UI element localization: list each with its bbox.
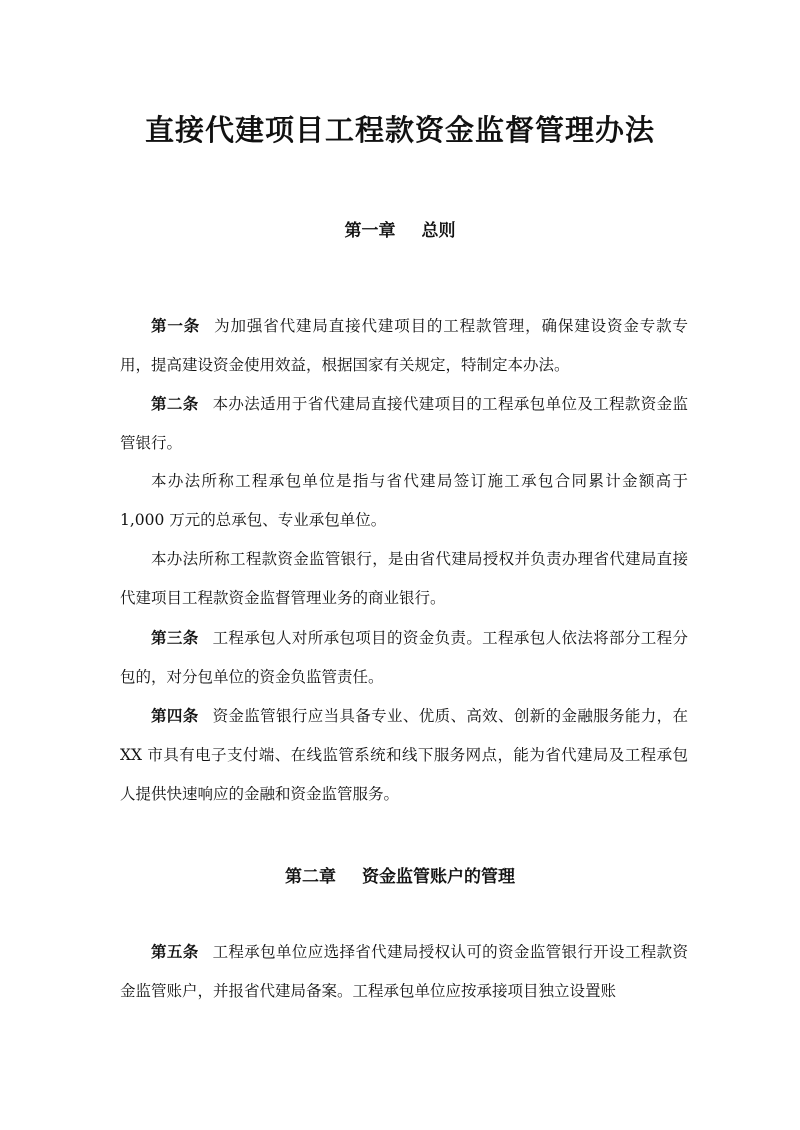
article-paragraph [120, 932, 688, 1011]
article-label: 第一条 [151, 316, 201, 335]
chapter-number: 第一章 [344, 221, 396, 241]
article-text: 为加强省代建局直接代建项目的工程款管理，确保建设资金专款专用，提高建设资金使用效益，根据国家有关规定，特制定本办法。 [120, 317, 688, 374]
document-title: 直接代建项目工程款资金监督管理办法 [144, 113, 655, 147]
article-paragraph [120, 696, 688, 814]
article-label: 第五条 [151, 942, 199, 961]
article-text: 资金监管银行应当具备专业、优质、高效、创新的金融服务能力，在 XX 市具有电子支付端、在线监管系统和线下服务网点，能为省代建局及工程承包人提供快速响应的金融和资金监管服务。 [120, 707, 688, 803]
article-label: 第四条 [151, 706, 199, 725]
chapter-number: 第二章 [285, 867, 336, 887]
chapter-name: 总则 [421, 221, 456, 241]
body-paragraph [120, 462, 688, 540]
paragraph-text: 本办法所称工程款资金监管银行，是由省代建局授权并负责办理省代建局直接代建项目工程款资金监督管理业务的商业银行。 [120, 550, 688, 607]
chapter-heading-1 [0, 216, 800, 241]
article-paragraph [120, 384, 688, 463]
body-paragraph [120, 540, 688, 618]
article-label: 第三条 [151, 628, 199, 647]
chapter-heading-2 [0, 862, 800, 887]
article-text: 工程承包单位应选择省代建局授权认可的资金监管银行开设工程款资金监管账户，并报省代建局备案。工程承包单位应按承接项目独立设置账 [120, 943, 688, 1000]
article-label: 第二条 [151, 394, 199, 413]
chapter-name: 资金监管账户的管理 [362, 867, 515, 887]
paragraph-text: 本办法所称工程承包单位是指与省代建局签订施工承包合同累计金额高于 1,000 万元的总承包、专业承包单位。 [120, 472, 688, 529]
article-paragraph [120, 618, 688, 697]
article-text: 工程承包人对所承包项目的资金负责。工程承包人依法将部分工程分包的，对分包单位的资金负监管责任。 [120, 629, 688, 686]
article-paragraph [120, 306, 688, 385]
article-text: 本办法适用于省代建局直接代建项目的工程承包单位及工程款资金监管银行。 [120, 395, 688, 452]
